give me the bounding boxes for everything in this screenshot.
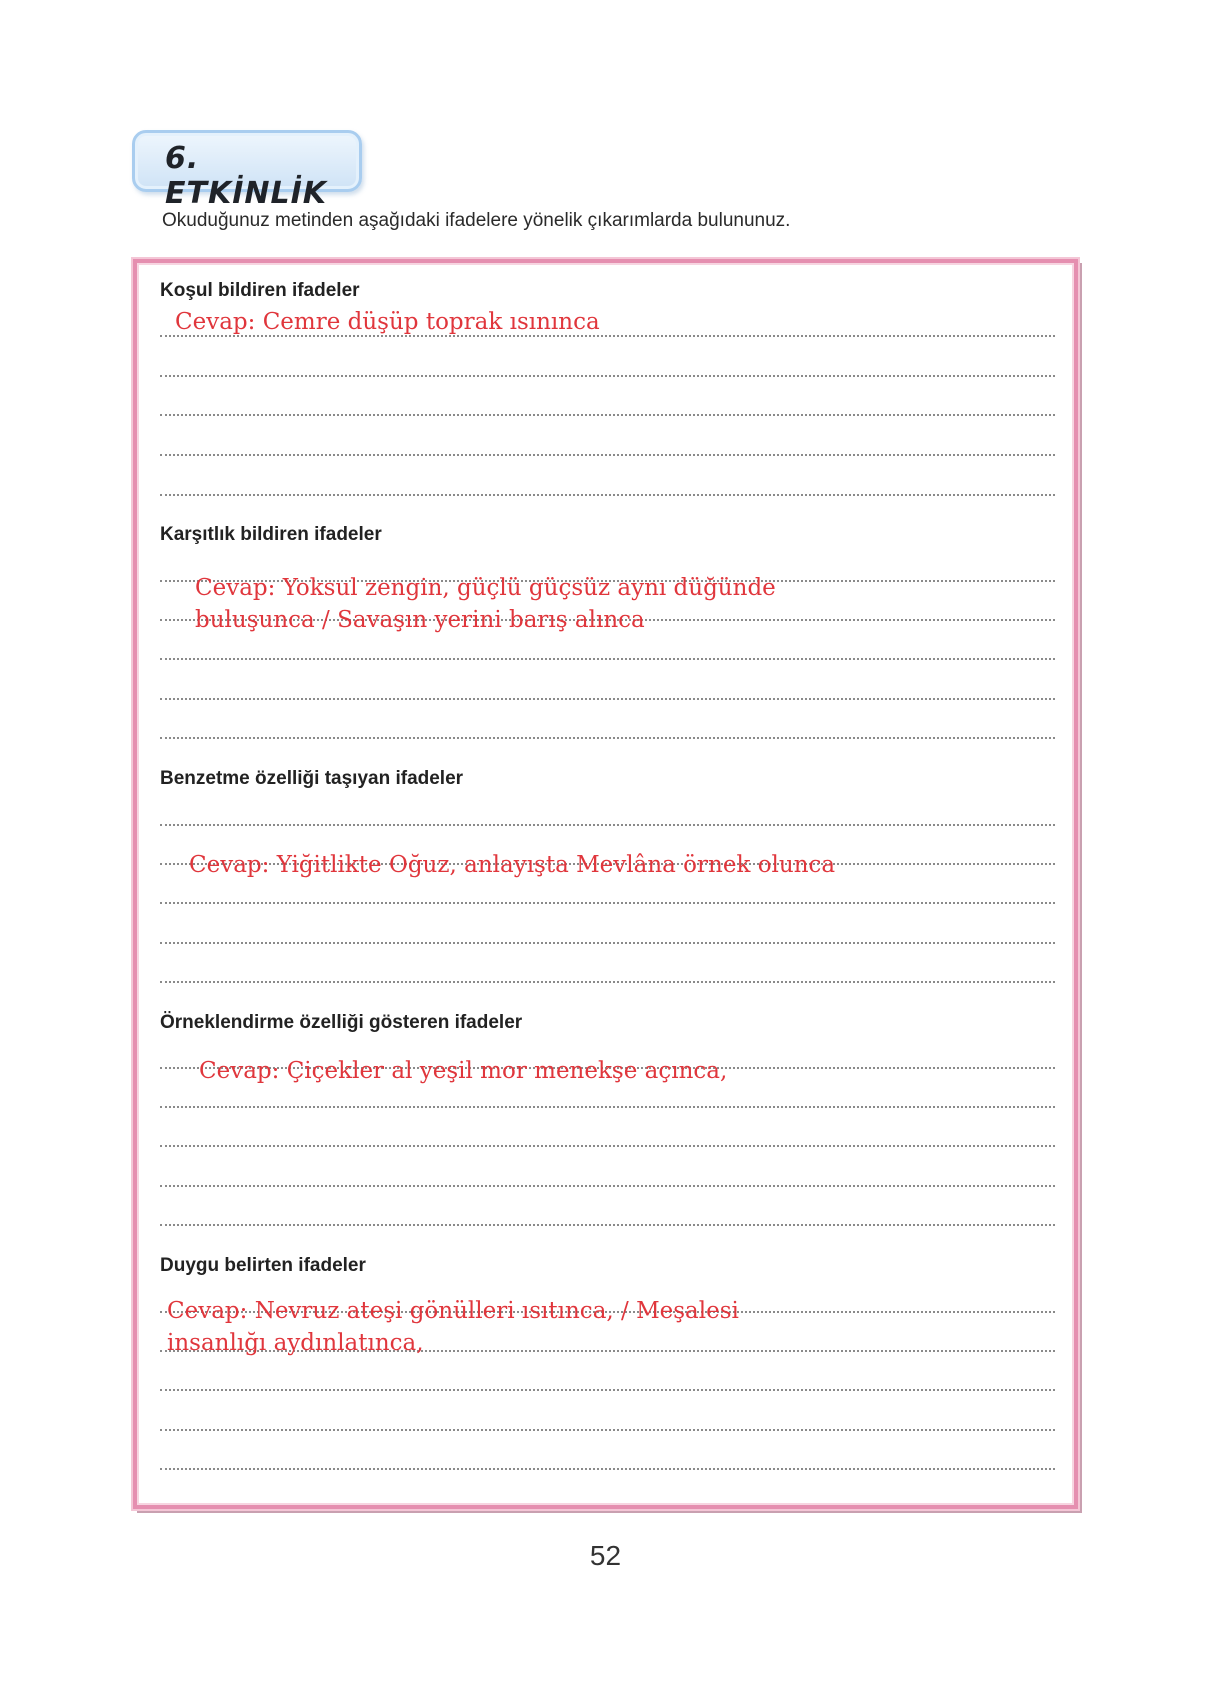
answer-line (160, 824, 1055, 826)
answer-duygu-line-2: insanlığı aydınlatınca, (167, 1330, 424, 1356)
instruction-text: Okuduğunuz metinden aşağıdaki ifadelere yönelik çıkarımlarda bulununuz. (162, 210, 791, 231)
activity-title: 6. ETKİNLİK (165, 141, 327, 211)
answer-line (160, 1145, 1055, 1147)
section-title-karsitlik: Karşıtlık bildiren ifadeler (160, 524, 382, 545)
answer-line (160, 1224, 1055, 1226)
answer-line (160, 902, 1055, 904)
answer-line (160, 454, 1055, 456)
answer-line (160, 658, 1055, 660)
answer-line (160, 1185, 1055, 1187)
answer-karsitlik-line-2: buluşunca / Savaşın yerini barış alınca (195, 607, 645, 633)
answer-karsitlik-line-1: Cevap: Yoksul zengin, güçlü güçsüz aynı düğünde (195, 575, 776, 601)
activity-badge (132, 130, 362, 211)
answer-line (160, 737, 1055, 739)
answer-line (160, 1389, 1055, 1391)
answer-benzetme: Cevap: Yiğitlikte Oğuz, anlayışta Mevlâna örnek olunca (189, 852, 836, 878)
answer-kosul: Cevap: Cemre düşüp toprak ısınınca (175, 309, 600, 335)
answer-line (160, 494, 1055, 496)
section-title-duygu: Duygu belirten ifadeler (160, 1255, 366, 1276)
answer-orneklendirme: Cevap: Çiçekler al yeşil mor menekşe açınca, (199, 1058, 728, 1084)
section-title-benzetme: Benzetme özelliği taşıyan ifadeler (160, 768, 464, 789)
answer-line (160, 414, 1055, 416)
answer-line (160, 981, 1055, 983)
page-number: 52 (589, 1540, 622, 1571)
answer-line (160, 698, 1055, 700)
section-title-kosul: Koşul bildiren ifadeler (160, 280, 360, 301)
section-title-orneklendirme: Örneklendirme özelliği gösteren ifadeler (160, 1012, 523, 1033)
answer-duygu-line-1: Cevap: Nevruz ateşi gönülleri ısıtınca, / Meşalesi (167, 1298, 739, 1324)
answer-line (160, 942, 1055, 944)
answer-line (160, 1106, 1055, 1108)
answer-line (160, 1429, 1055, 1431)
answer-line (160, 375, 1055, 377)
answer-line (160, 1468, 1055, 1470)
